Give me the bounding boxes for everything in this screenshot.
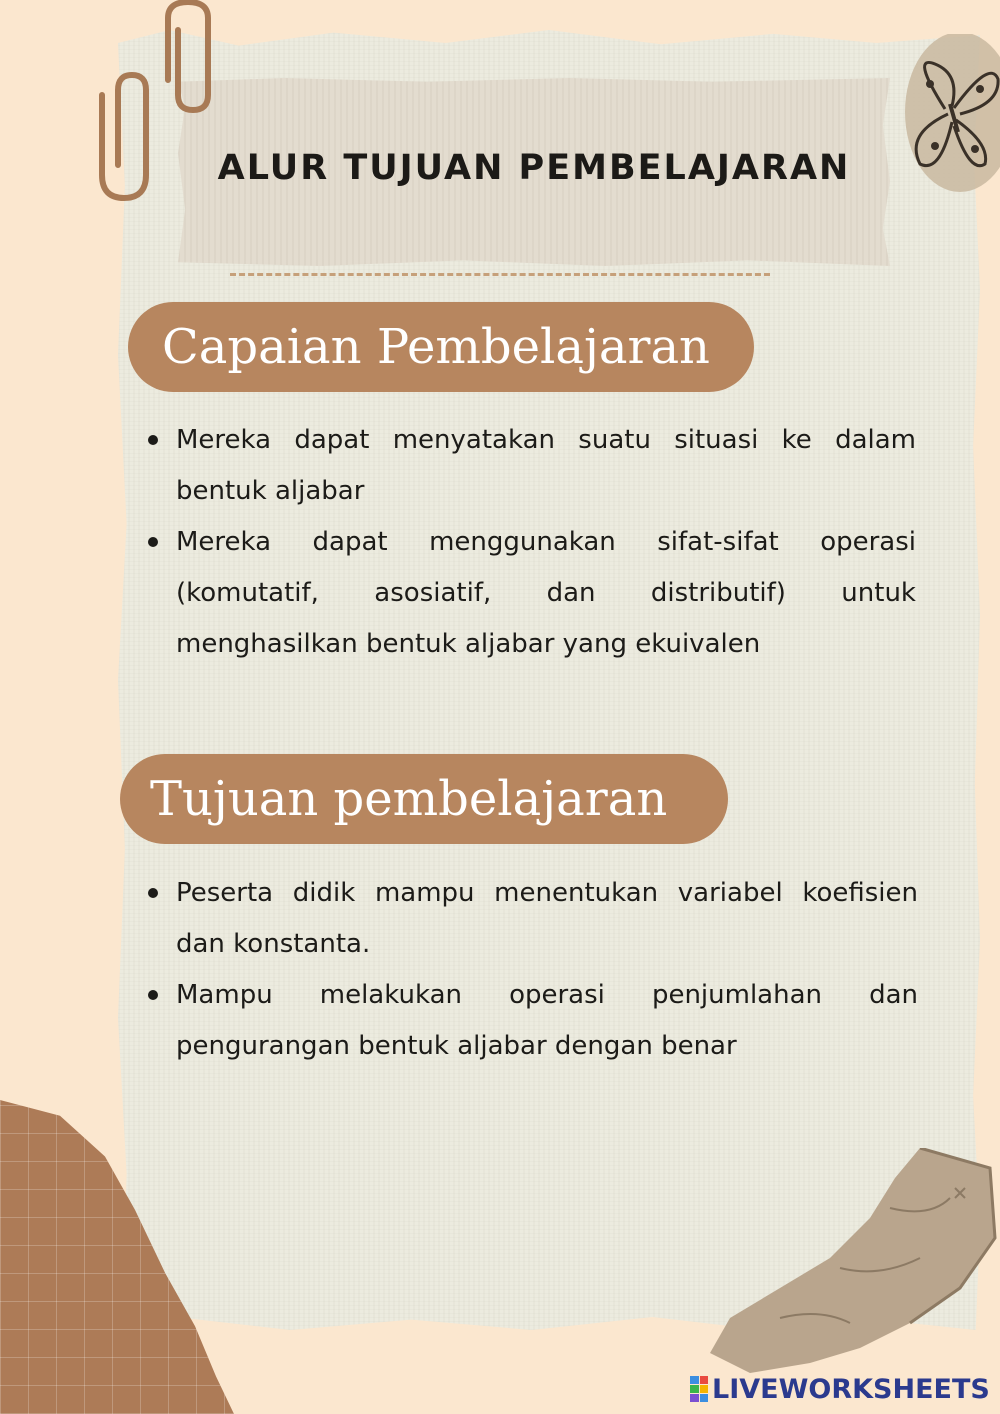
brand-text: LIVEWORKSHEETS (712, 1373, 990, 1405)
bullet-icon (148, 990, 158, 1000)
tujuan-heading: Tujuan pembelajaran (150, 771, 668, 827)
list-item-text: Mereka dapat menggunakan sifat-sifat operasi (komutatif, asosiatif, dan distributif) untuk menghasilkan bentuk aljabar yang ekuivalen (176, 527, 916, 659)
list-item-text: Peserta didik mampu menentukan variabel koefisien dan konstanta. (176, 878, 918, 959)
page-title: ALUR TUJUAN PEMBELAJARAN (217, 148, 851, 188)
list-item (140, 415, 916, 517)
tujuan-list (140, 868, 918, 1072)
bullet-icon (148, 435, 158, 445)
capaian-heading: Capaian Pembelajaran (162, 319, 710, 375)
paperclip-icon (92, 0, 222, 205)
list-item-text: Mereka dapat menyatakan suatu situasi ke dalam bentuk aljabar (176, 425, 916, 506)
bullet-icon (148, 888, 158, 898)
liveworksheets-logo-icon (690, 1376, 708, 1402)
list-item (140, 868, 918, 970)
map-scrap-icon (690, 1148, 1000, 1378)
list-item-text: Mampu melakukan operasi penjumlahan dan pengurangan bentuk aljabar dengan benar (176, 980, 918, 1061)
butterfly-icon (890, 34, 1000, 204)
capaian-list (140, 415, 916, 670)
list-item (140, 517, 916, 670)
tujuan-heading-pill (120, 754, 728, 844)
bullet-icon (148, 537, 158, 547)
capaian-heading-pill (128, 302, 754, 392)
list-item (140, 970, 918, 1072)
title-divider (230, 273, 770, 276)
liveworksheets-brand (690, 1372, 990, 1406)
